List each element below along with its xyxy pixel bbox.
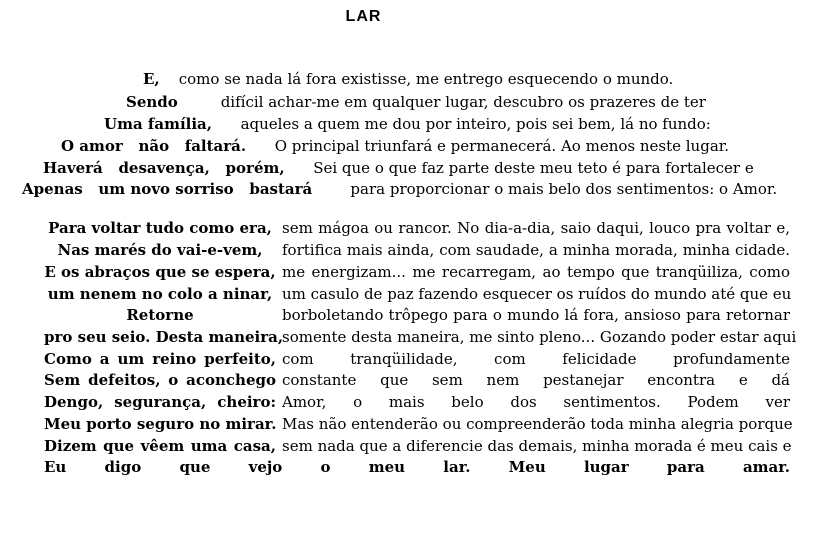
line-lead: Apenas um novo sorriso bastará (22, 180, 313, 198)
line-text: Sei que o que faz parte deste meu teto é para fortalecer e (313, 159, 754, 177)
line-text: sem nada que a diferencie das demais, minha morada é meu cais e (282, 437, 792, 455)
line-lead: Como a um reino perfeito, (44, 350, 276, 368)
poem-line (43, 158, 754, 178)
line-text: Mas não entenderão ou compreenderão toda minha alegria porque (282, 415, 793, 433)
poem-line (61, 136, 729, 156)
line-lead: E, (143, 70, 160, 88)
line-lead: Sem defeitos, o aconchego (44, 371, 276, 389)
line-text: borboletando trôpego para o mundo lá fora, ansioso para retornar (282, 306, 790, 324)
line-text: um casulo de paz fazendo esquecer os ruídos do mundo até que eu (282, 285, 792, 303)
line-lead: Uma família, (104, 115, 212, 133)
line-lead: E os abraços que se espera, (44, 263, 276, 281)
line-lead: Dengo, segurança, cheiro: (44, 393, 276, 411)
line-text: difícil achar-me em qualquer lugar, descubro os prazeres de ter (220, 93, 706, 111)
line-lead: Para voltar tudo como era, (48, 219, 272, 237)
line-lead: O amor não faltará. (61, 137, 247, 155)
poem-line (104, 114, 711, 134)
poem-title: LAR (345, 8, 382, 25)
line-lead: um nenem no colo a ninar, (47, 285, 273, 303)
line-lead: Meu porto seguro no mirar. (44, 415, 277, 433)
line-text: sem mágoa ou rancor. No dia-a-dia, saio daqui, louco pra voltar e, (282, 219, 790, 237)
line-text: como se nada lá fora existisse, me entrego esquecendo o mundo. (178, 70, 674, 88)
line-lead: pro seu seio. Desta maneira, (44, 328, 284, 346)
line-lead: Retorne (126, 306, 194, 324)
line-text: somente desta maneira, me sinto pleno... Gozando poder estar aqui (282, 328, 797, 346)
line-lead: Nas marés do vai-e-vem, (57, 241, 263, 259)
line-text: com tranqüilidade, com felicidade profundamente (282, 350, 790, 368)
line-text: aqueles a quem me dou por inteiro, pois sei bem, lá no fundo: (240, 115, 711, 133)
line-lead: Dizem que vêem uma casa, (44, 437, 276, 455)
poem-line (143, 69, 673, 89)
line-text: O principal triunfará e permanecerá. Ao menos neste lugar. (274, 137, 730, 155)
line-lead: Haverá desavença, porém, (43, 159, 285, 177)
line-text: para proporcionar o mais belo dos sentimentos: o Amor. (350, 180, 778, 198)
line-text: fortifica mais ainda, com saudade, a minha morada, minha cidade. (282, 241, 790, 259)
final-line: Eu digo que vejo o meu lar. Meu lugar para amar. (44, 458, 790, 476)
line-text: Amor, o mais belo dos sentimentos. Podem ver (282, 393, 790, 411)
poem-line (22, 179, 777, 199)
line-text: me energizam... me recarregam, ao tempo que tranqüiliza, como (282, 263, 790, 281)
line-lead: Sendo (126, 93, 178, 111)
poem-line (126, 92, 706, 112)
line-text: constante que sem nem pestanejar encontra e dá (282, 371, 790, 389)
